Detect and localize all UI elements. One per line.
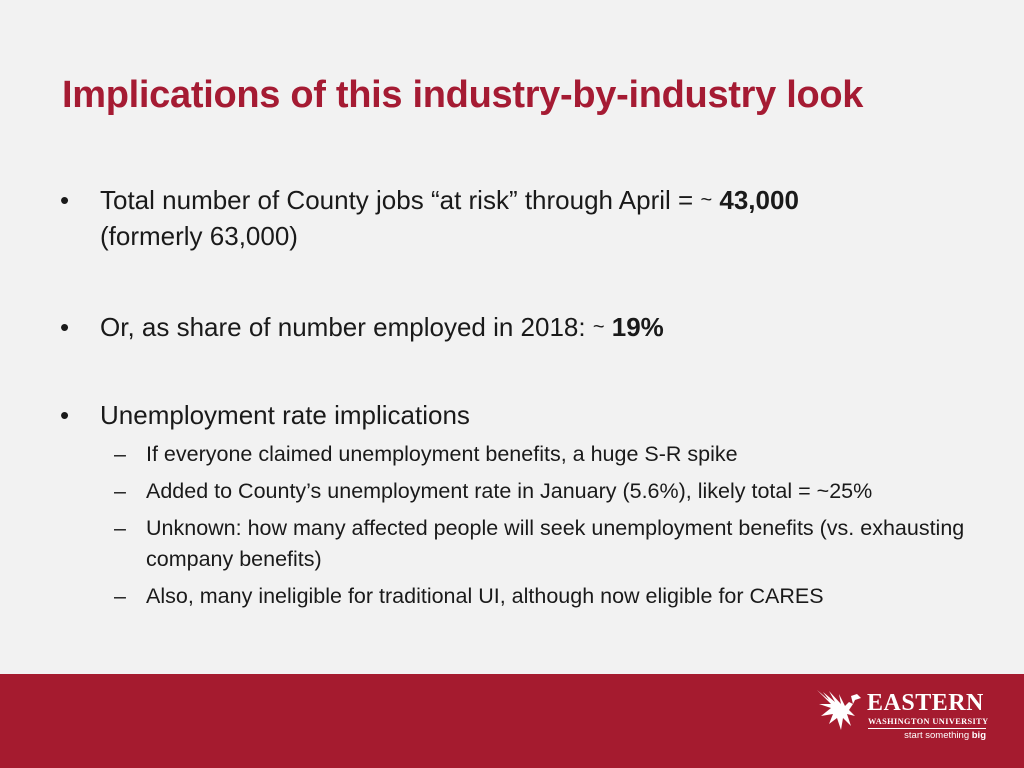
approx-symbol: ~ <box>700 189 713 211</box>
bullet-marker: • <box>60 312 70 342</box>
sub-dash: – <box>114 516 126 540</box>
bullet-continuation: (formerly 63,000) <box>100 221 298 251</box>
sub-item-text: Also, many ineligible for traditional UI, although now eligible for CARES <box>146 584 824 608</box>
logo-wordmark: EASTERN <box>867 690 984 716</box>
bullet-marker: • <box>60 185 70 215</box>
eagle-icon <box>815 686 865 732</box>
logo-subname: WASHINGTON UNIVERSITY <box>868 717 989 726</box>
bullet-list <box>58 180 978 612</box>
bullet-share-employed <box>58 309 978 345</box>
bullet-text: Or, as share of number employed in 2018: <box>100 312 593 342</box>
bullet-unemployment-implications <box>58 397 978 433</box>
tagline-text: start something <box>904 730 970 741</box>
sub-item <box>58 439 978 470</box>
approx-symbol: ~ <box>592 316 605 338</box>
tagline-bold: big <box>971 730 986 741</box>
logo-divider <box>868 728 986 729</box>
sub-dash: – <box>114 584 126 608</box>
bullet-text: Unemployment rate implications <box>100 400 470 430</box>
logo-tagline <box>904 730 986 741</box>
jobs-at-risk-value: 43,000 <box>719 185 799 215</box>
sub-item-text: Added to County’s unemployment rate in January (5.6%), likely total = ~25% <box>146 479 873 503</box>
sub-item <box>58 476 978 507</box>
share-employed-value: 19% <box>611 312 664 342</box>
university-logo <box>815 684 990 746</box>
slide-title: Implications of this industry-by-industry look <box>62 74 864 116</box>
sub-item <box>58 513 978 575</box>
sub-item-text: If everyone claimed unemployment benefits, a huge S-R spike <box>146 442 738 466</box>
sub-item <box>58 581 978 612</box>
sub-item-text: Unknown: how many affected people will seek unemployment benefits (vs. exhausting company benefits) <box>146 516 965 571</box>
bullet-jobs-at-risk <box>58 182 978 254</box>
bullet-text: Total number of County jobs “at risk” through April = <box>100 185 701 215</box>
bullet-marker: • <box>60 400 70 430</box>
sub-dash: – <box>114 479 126 503</box>
sub-dash: – <box>114 442 126 466</box>
